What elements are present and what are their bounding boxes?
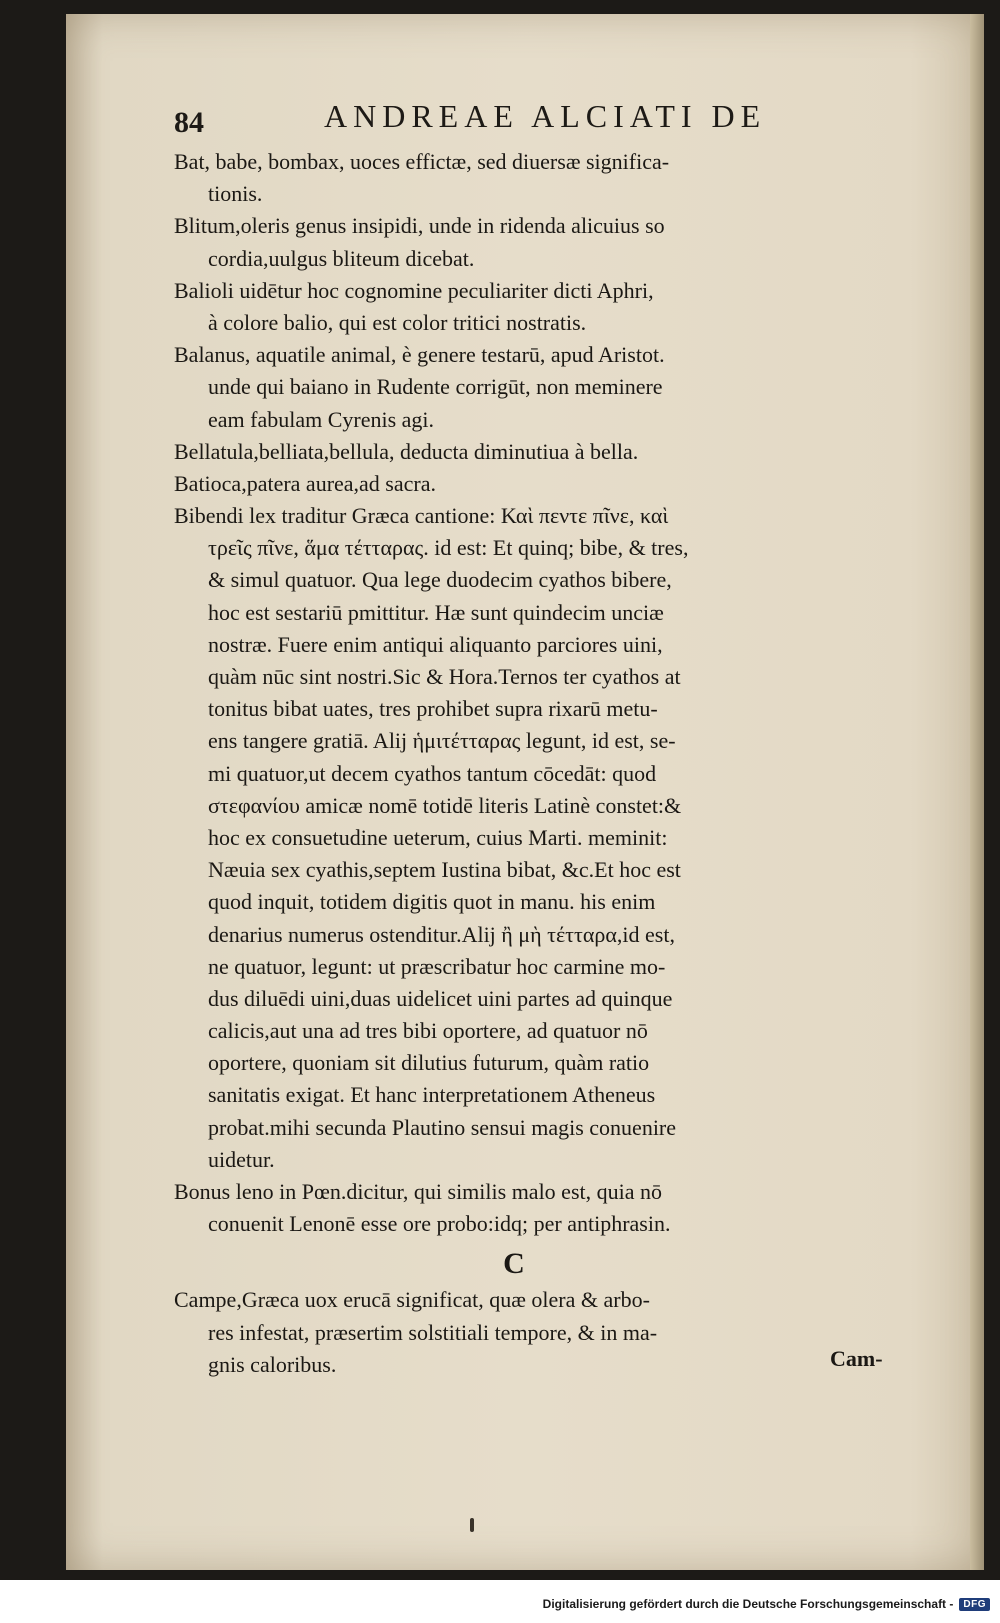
text-line: τρεῖς πῖνε, ἅμα τέτταρας. id est: Et quinq; bibe, & tres, — [208, 535, 689, 561]
text-line: uidetur. — [208, 1146, 275, 1172]
text-line: nostræ. Fuere enim antiqui aliquanto parciores uini, — [208, 631, 663, 657]
text-line: ens tangere gratiā. Alij ἡμιτέτταρας legunt, id est, se- — [208, 728, 676, 754]
text-line: dus diluēdi uini,duas uidelicet uini partes ad quinque — [208, 985, 673, 1011]
text-line: denarius numerus ostenditur.Alij ἢ μὴ τέτταρα,id est, — [208, 921, 675, 947]
text-line: hoc ex consuetudine ueterum, cuius Marti. meminit: — [208, 824, 668, 850]
text-line: Bonus leno in Pœn.dicitur, qui similis malo est, quia nō — [174, 1179, 662, 1204]
text-line: cordia,uulgus bliteum dicebat. — [208, 245, 475, 271]
text-line: eam fabulam Cyrenis agi. — [208, 406, 435, 432]
entry-bat — [174, 146, 894, 210]
text-line: Balanus, aquatile animal, è genere testarū, apud Aristot. — [174, 342, 665, 368]
text-line: & simul quatuor. Qua lege duodecim cyathos bibere, — [208, 567, 672, 593]
dfg-logo: DFG — [959, 1598, 990, 1611]
text-line: Campe,Græca uox erucā significat, quæ olera & arbo- — [174, 1287, 650, 1313]
text-line: hoc est sestariū pmittitur. Hæ sunt quindecim unciæ — [208, 599, 664, 625]
text-line: res infestat, præsertim solstitiali tempore, & in ma- — [208, 1319, 658, 1345]
running-head: ANDREAE ALCIATI DE — [324, 98, 767, 134]
entry-bellatula — [174, 436, 894, 468]
text-block — [174, 146, 894, 1381]
text-line: Balioli uidētur hoc cognomine peculiariter dicti Aphri, — [174, 277, 654, 303]
text-line: στεφανίου amicæ nomē totidē literis Latinè constet:& — [208, 792, 682, 818]
catchword: Cam- — [830, 1346, 883, 1371]
text-line: unde qui baiano in Rudente corrigūt, non meminere — [208, 374, 663, 400]
ink-mark — [470, 1518, 474, 1532]
page-number: 84 — [174, 106, 204, 139]
entry-campe — [174, 1284, 894, 1381]
text-line: Bat, babe, bombax, uoces effictæ, sed diuersæ significa- — [174, 149, 670, 174]
entry-batioca — [174, 468, 894, 500]
page-header — [174, 96, 894, 146]
entry-balioli — [174, 275, 894, 339]
text-line: quod inquit, totidem digitis quot in manu. his enim — [208, 889, 656, 915]
text-line: Blitum,oleris genus insipidi, unde in ridenda alicuius so — [174, 213, 665, 239]
text-line: tionis. — [208, 181, 263, 207]
entry-balanus — [174, 339, 894, 436]
text-line: Næuia sex cyathis,septem Iustina bibat, &c.Et hoc est — [208, 857, 681, 883]
text-line: calicis,aut una ad tres bibi oportere, ad quatuor nō — [208, 1018, 648, 1044]
text-line: Bibendi lex traditur Græca cantione: Καὶ πεντε πῖνε, καὶ — [174, 503, 669, 529]
text-line: oportere, quoniam sit dilutius futurum, quàm ratio — [208, 1050, 650, 1076]
text-line: Batioca,patera aurea,ad sacra. — [174, 470, 436, 496]
text-line: Bellatula,belliata,bellula, deducta diminutiua à bella. — [174, 438, 639, 464]
text-line: gnis caloribus. — [208, 1351, 337, 1377]
entry-bibendi — [174, 500, 894, 1176]
text-line: sanitatis exigat. Et hanc interpretationem Atheneus — [208, 1082, 656, 1108]
entry-blitum — [174, 210, 894, 274]
text-line: ne quatuor, legunt: ut præscribatur hoc carmine mo- — [208, 953, 666, 979]
entry-bonus-leno — [174, 1176, 894, 1240]
text-line: quàm nūc sint nostri.Sic & Hora.Ternos ter cyathos at — [208, 664, 681, 689]
credit-text: Digitalisierung gefördert durch die Deutsche Forschungsgemeinschaft - — [542, 1597, 954, 1611]
digitization-credit — [543, 1592, 990, 1616]
text-line: conuenit Lenonē esse ore probo:idq; per antiphrasin. — [208, 1211, 671, 1237]
section-letter: C — [503, 1247, 525, 1281]
page-edge — [970, 14, 984, 1570]
text-line: mi quatuor,ut decem cyathos tantum cōcedāt: quod — [208, 760, 657, 786]
text-line: probat.mihi secunda Plautino sensui magis conuenire — [208, 1114, 677, 1140]
text-line: tonitus bibat uates, tres prohibet supra rixarū metu- — [208, 696, 658, 722]
text-line: à colore balio, qui est color tritici nostratis. — [208, 309, 587, 335]
